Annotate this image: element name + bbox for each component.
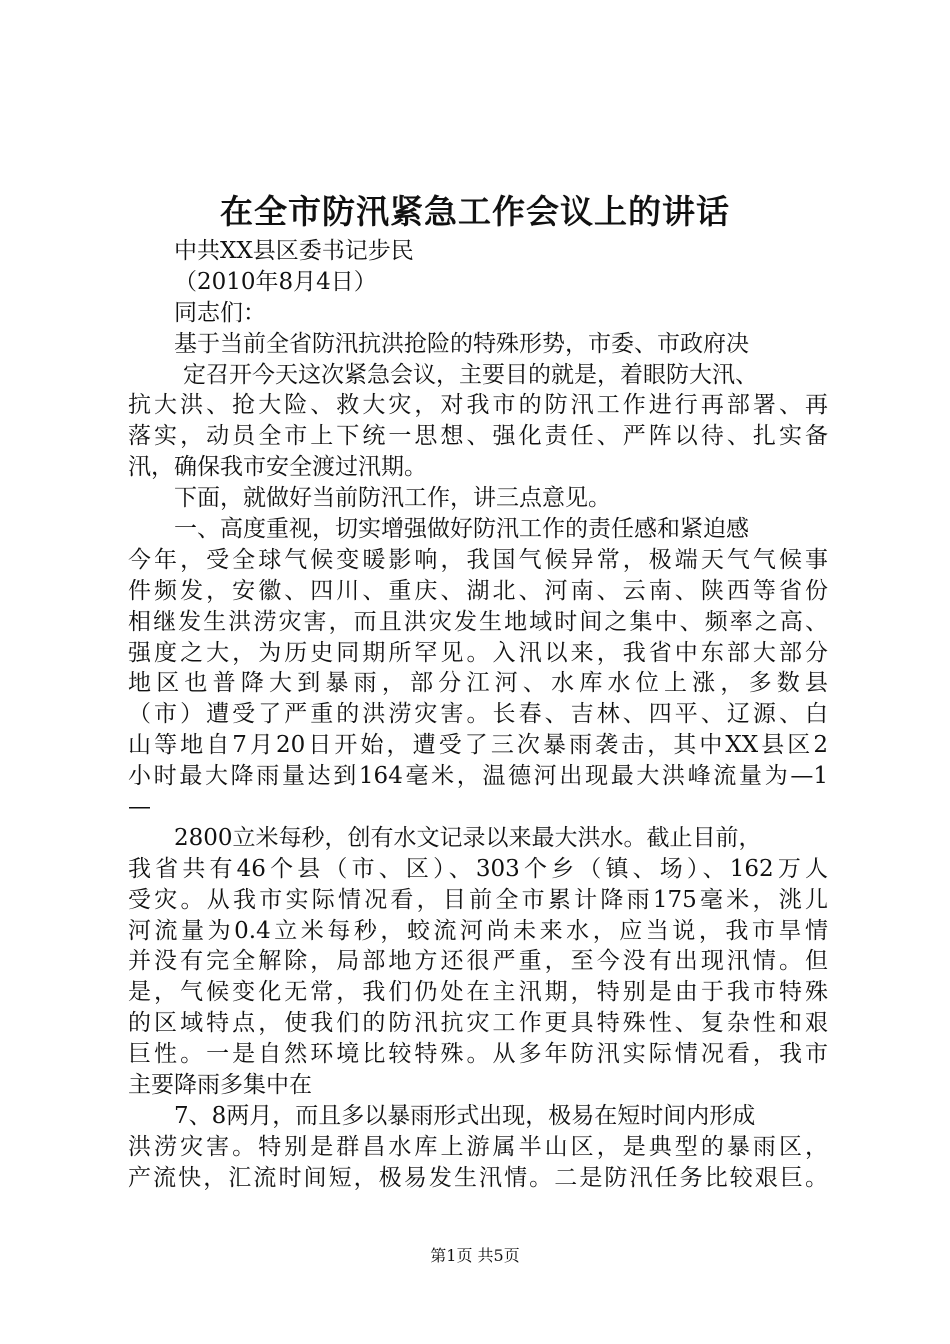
body-line: 今年，受全球气候变暖影响，我国气候异常，极端天气气候事 [128, 546, 828, 573]
body-line: 件频发，安徽、四川、重庆、湖北、河南、云南、陕西等省份 [128, 577, 828, 604]
page-footer: 第1页 共5页 [430, 1246, 520, 1265]
author-line: 中共XX县区委书记步民 [174, 238, 414, 264]
body-line: （市）遭受了严重的洪涝灾害。长春、吉林、四平、辽源、白 [128, 701, 828, 728]
body-line: 基于当前全省防汛抗洪抢险的特殊形势，市委、市政府决 [174, 330, 749, 357]
body-line: 落实，动员全市上下统一思想、强化责任、严阵以待、扎实备 [128, 423, 828, 450]
body-line: 下面，就做好当前防汛工作，讲三点意见。 [174, 485, 611, 512]
document-title: 在全市防汛紧急工作会议上的讲话 [220, 192, 730, 231]
body-line: 河流量为0.4立米每秒，蛟流河尚未来水，应当说，我市旱情 [128, 917, 828, 944]
body-line: 2800立米每秒，创有水文记录以来最大洪水。截止目前， [174, 824, 762, 851]
body-line: 7、8两月，而且多以暴雨形式出现，极易在短时间内形成 [174, 1102, 756, 1129]
body-line: 相继发生洪涝灾害，而且洪灾发生地域时间之集中、频率之高、 [128, 608, 828, 635]
body-line: — [128, 794, 151, 821]
document-body [128, 236, 828, 1194]
body-line: 抗大洪、抢大险、救大灾，对我市的防汛工作进行再部署、再 [128, 392, 828, 419]
section-heading: 一、高度重视，切实增强做好防汛工作的责任感和紧迫感 [174, 516, 749, 543]
body-line: 强度之大，为历史同期所罕见。入汛以来，我省中东部大部分 [128, 639, 828, 666]
body-line: 定召开今天这次紧急会议，主要目的就是，着眼防大汛、 [183, 361, 758, 388]
body-line: 小时最大降雨量达到164毫米，温德河出现最大洪峰流量为—1 [128, 763, 828, 790]
body-line: 主要降雨多集中在 [128, 1072, 312, 1099]
body-line: 洪涝灾害。特别是群昌水库上游属半山区，是典型的暴雨区， [128, 1133, 828, 1160]
date-line: （2010年8月4日） [174, 268, 377, 295]
body-line: 山等地自7月20日开始，遭受了三次暴雨袭击，其中XX县区2 [128, 732, 828, 759]
body-line: 的区域特点，使我们的防汛抗灾工作更具特殊性、复杂性和艰 [128, 1010, 828, 1037]
body-line: 汛，确保我市安全渡过汛期。 [128, 454, 427, 481]
body-line: 是，气候变化无常，我们仍处在主汛期，特别是由于我市特殊 [128, 979, 828, 1006]
body-line: 产流快，汇流时间短，极易发生汛情。二是防汛任务比较艰巨。 [128, 1164, 828, 1191]
body-line: 地区也普降大到暴雨，部分江河、水库水位上涨，多数县 [128, 670, 828, 697]
body-line: 我省共有46个县（市、区）、303个乡（镇、场）、162万人 [128, 855, 828, 882]
body-line: 并没有完全解除，局部地方还很严重，至今没有出现汛情。但 [128, 948, 828, 975]
body-line: 受灾。从我市实际情况看，目前全市累计降雨175毫米，洮儿 [128, 886, 828, 913]
salutation-line: 同志们： [174, 299, 266, 326]
body-line: 巨性。一是自然环境比较特殊。从多年防汛实际情况看，我市 [128, 1041, 828, 1068]
